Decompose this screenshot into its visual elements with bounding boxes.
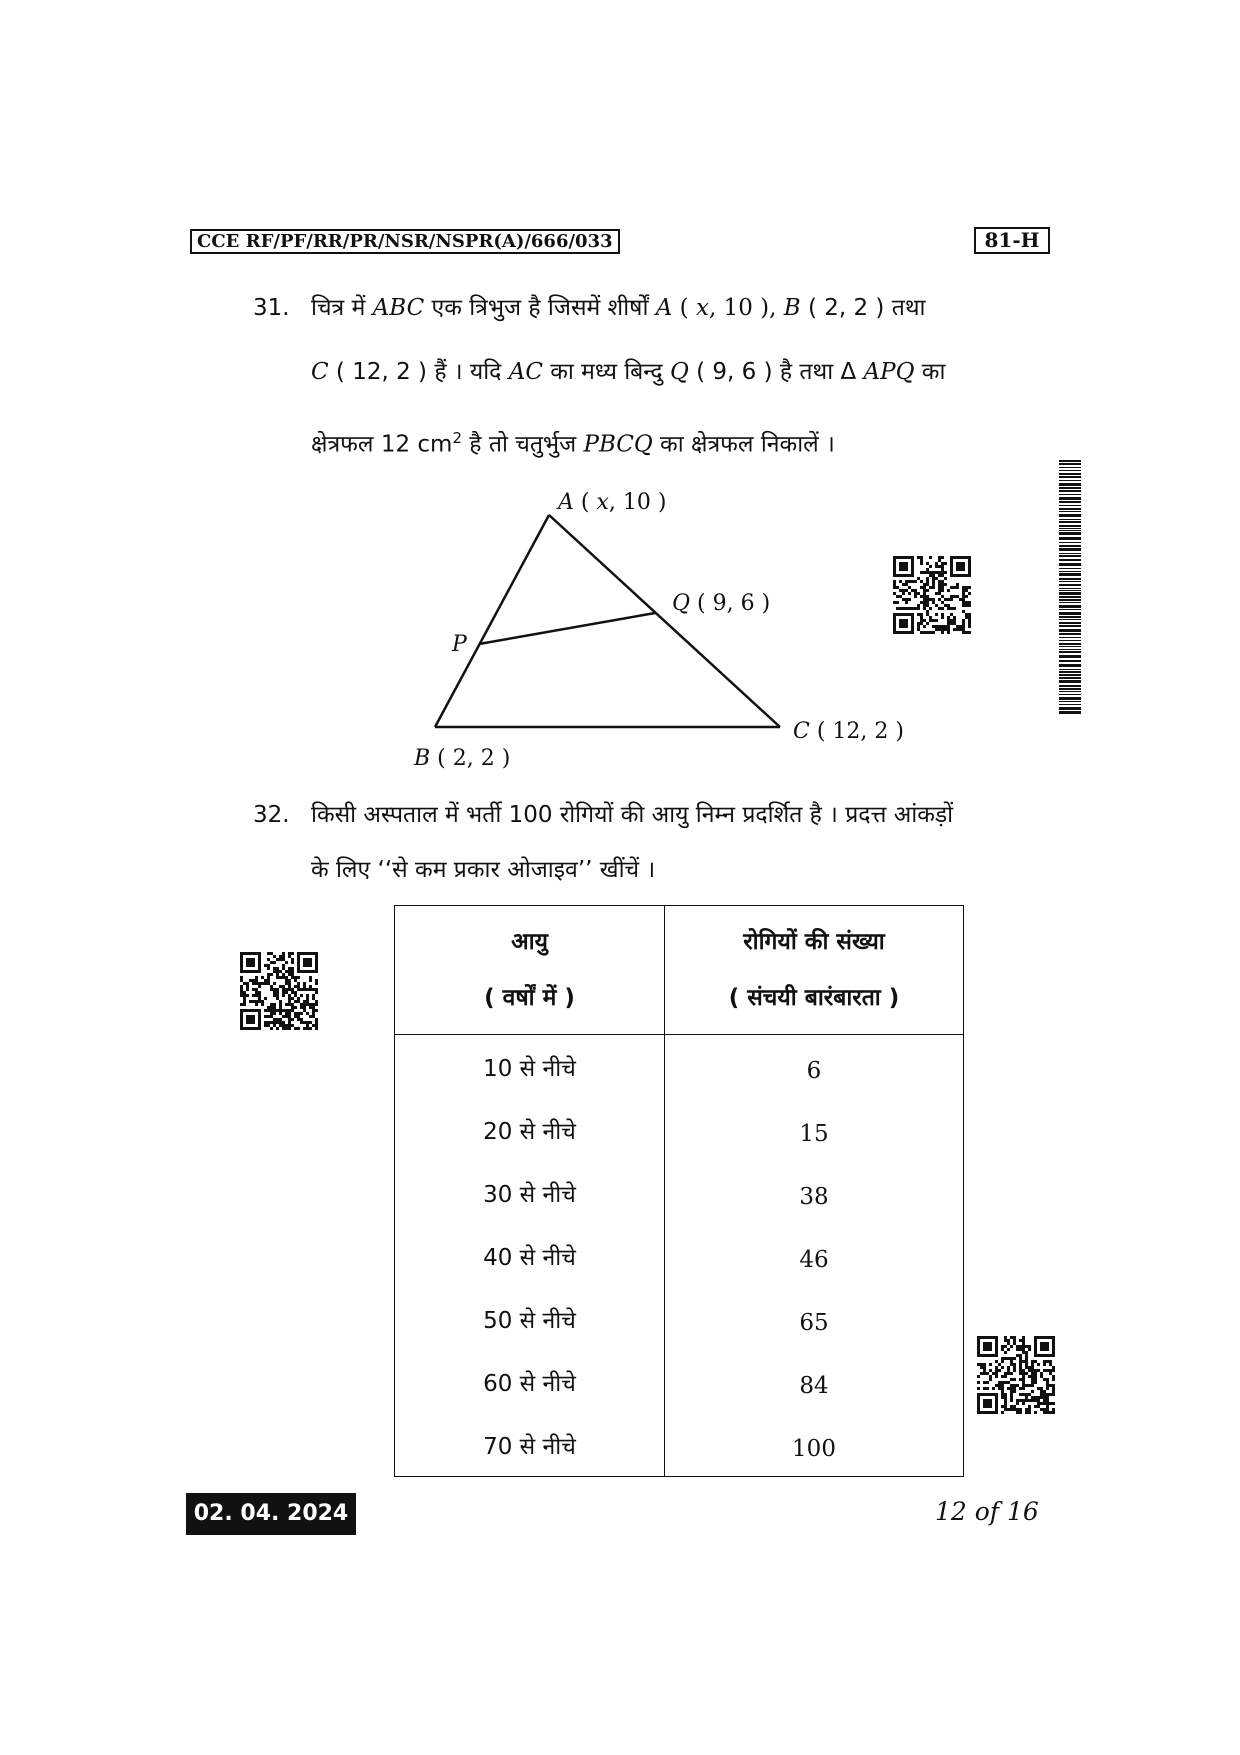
table-row	[395, 1224, 964, 1287]
segment-pq	[479, 613, 655, 644]
header-patients: रोगियों की संख्या ( संचयी बारंबारता )	[665, 906, 964, 1035]
question-31-line-3: क्षेत्रफल 12 $cm^2$ है तो चतुर्भुज PBCQ का क्षेत्रफल निकालें ।	[311, 429, 835, 458]
exam-date: 02. 04. 2024	[186, 1493, 356, 1535]
paper-code: CCE RF/PF/RR/PR/NSR/NSPR(A)/666/033	[190, 229, 620, 254]
barcode	[1059, 460, 1081, 714]
vertex-c-label: C ( 12, 2 )	[793, 719, 904, 744]
point-p-label: P	[452, 632, 467, 657]
count-cell: 38	[665, 1161, 964, 1224]
count-cell: 100	[665, 1413, 964, 1477]
qr-code-3	[977, 1336, 1055, 1414]
header-age: आयु ( वर्षों में )	[395, 906, 665, 1035]
age-cell: 40 से नीचे	[395, 1224, 665, 1287]
question-31-line-2: C ( 12, 2 ) हैं । यदि AC का मध्य बिन्दु Q ( 9, 6 ) है तथा Δ APQ का	[311, 359, 946, 385]
question-31-number: 31.	[253, 295, 290, 321]
count-cell: 84	[665, 1350, 964, 1413]
frequency-table	[394, 905, 964, 1477]
table-row	[395, 1161, 964, 1224]
question-32-line-1: किसी अस्पताल में भर्ती 100 रोगियों की आयु निम्न प्रदर्शित है । प्रदत्त आंकड़ों	[311, 802, 954, 828]
vertex-a-label: A ( x, 10 )	[558, 490, 667, 515]
table-row	[395, 1287, 964, 1350]
count-cell: 15	[665, 1098, 964, 1161]
side-ab	[435, 515, 549, 727]
paper-number: 81-H	[974, 227, 1050, 254]
age-cell: 60 से नीचे	[395, 1350, 665, 1413]
side-ac	[549, 515, 780, 727]
question-31-line-1: चित्र में ABC एक त्रिभुज है जिसमें शीर्षों A ( x, 10 ), B ( 2, 2 ) तथा	[311, 295, 926, 321]
age-cell: 20 से नीचे	[395, 1098, 665, 1161]
table-row	[395, 1098, 964, 1161]
table-row	[395, 1413, 964, 1477]
table-row	[395, 1350, 964, 1413]
age-cell: 30 से नीचे	[395, 1161, 665, 1224]
count-cell: 6	[665, 1035, 964, 1099]
vertex-b-label: B ( 2, 2 )	[414, 746, 511, 771]
question-32-line-2: के लिए ‘‘से कम प्रकार ओजाइव’’ खींचें ।	[311, 857, 656, 883]
age-cell: 10 से नीचे	[395, 1035, 665, 1099]
count-cell: 46	[665, 1224, 964, 1287]
point-q-label: Q ( 9, 6 )	[672, 591, 771, 616]
age-cell: 50 से नीचे	[395, 1287, 665, 1350]
qr-code-2	[240, 952, 318, 1030]
table-row	[395, 1035, 964, 1099]
qr-code-1	[893, 556, 971, 634]
count-cell: 65	[665, 1287, 964, 1350]
age-cell: 70 से नीचे	[395, 1413, 665, 1477]
question-32-number: 32.	[253, 802, 290, 828]
page-number: 12 of 16	[935, 1497, 1039, 1526]
